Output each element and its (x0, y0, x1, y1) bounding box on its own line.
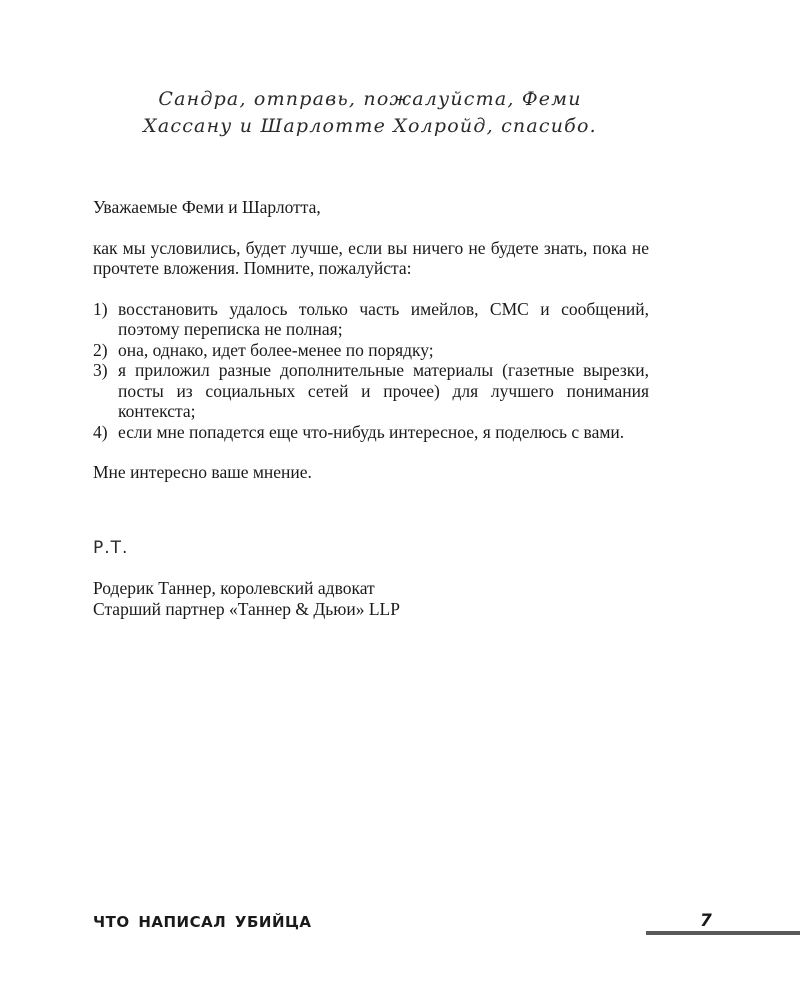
letter-body (93, 197, 649, 483)
letter-intro: как мы условились, будет лучше, если вы ничего не будете знать, пока не прочтете вложения. Помните, пожалуйста: (93, 237, 649, 278)
list-item-text: если мне попадется еще что-нибудь интересное, я поделюсь с вами. (118, 421, 625, 442)
list-item-number: 4) (93, 421, 108, 442)
handwritten-note-line-1: Сандра, отправь, пожалуйста, Феми (158, 88, 582, 110)
list-item-number: 2) (93, 339, 108, 360)
list-item-text: я приложил разные дополнительные материалы (газетные вырезки, посты из социальных сетей и прочее) для лучшего понимания контекста; (118, 360, 649, 421)
handwritten-initials: Р.Т. (93, 538, 129, 558)
list-item-number: 1) (93, 298, 108, 319)
list-item-number: 3) (93, 360, 108, 380)
letter-greeting: Уважаемые Феми и Шарлотта, (93, 197, 321, 217)
letter-closing: Мне интересно ваше мнение. (93, 462, 312, 482)
page-number: 7 (700, 911, 712, 931)
footer-rule (646, 931, 800, 935)
list-item (93, 340, 649, 361)
list-item (93, 299, 649, 340)
list-item (93, 422, 649, 443)
list-item-text: она, однако, идет более-менее по порядку; (118, 339, 434, 360)
running-footer-title: ЧТО НАПИСАЛ УБИЙЦА (93, 913, 312, 931)
list-item (93, 360, 649, 422)
signature-name: Родерик Таннер, королевский адвокат (93, 578, 375, 598)
signature-block (93, 578, 649, 619)
signature-title: Старший партнер «Таннер & Дьюи» LLP (93, 598, 400, 619)
handwritten-note-line-2: Хассану и Шарлотте Холройд, спасибо. (143, 115, 597, 137)
handwritten-note (120, 86, 620, 140)
list-item-text: восстановить удалось только часть имейлов, СМС и сообщений, поэтому переписка не полная; (118, 298, 649, 339)
notes-list (93, 299, 649, 443)
